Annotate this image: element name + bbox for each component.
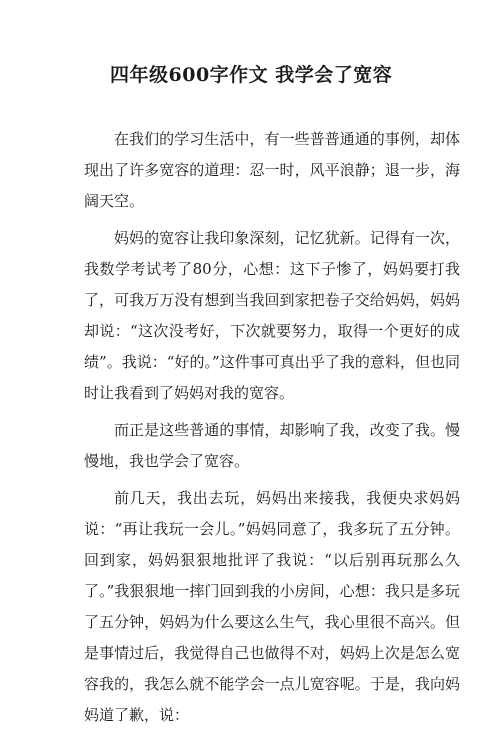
document-title: 四年级600字作文 我学会了宽容	[110, 64, 393, 86]
paragraph: 妈妈的宽容让我印象深刻，记忆犹新。记得有一次，我数学考试考了80分，心想：这下子惨了，妈妈要打我了，可我万万没有想到当我回到家把卷子交给妈妈，妈妈却说：“这次没考好，下次就要努力，取得一个更好的成绩”。我说：“好的。”这件事可真出乎了我的意料，但也同时让我看到了妈妈对我的宽容。	[84, 229, 460, 402]
paragraph: 前几天，我出去玩，妈妈出来接我，我便央求妈妈说：“再让我玩一会儿。”妈妈同意了，我多玩了五分钟。回到家，妈妈狠狠地批评了我说：“以后别再玩那么久了。”我狠狠地一摔门回到我的小房间，心想：我只是多玩了五分钟，妈妈为什么要这么生气，我心里很不高兴。但是事情过后，我觉得自己也做得不对，妈妈上次是怎么宽容我的，我怎么就不能学会一点儿宽容呢。于是，我向妈妈道了歉，说：	[84, 489, 460, 724]
paragraph: 在我们的学习生活中，有一些普普通通的事例，却体现出了许多宽容的道理：忍一时，风平浪静；退一步，海阔天空。	[84, 130, 460, 210]
paragraph: 而正是这些普通的事情，却影响了我，改变了我。慢慢地，我也学会了宽容。	[84, 421, 460, 470]
document-body	[84, 124, 460, 731]
